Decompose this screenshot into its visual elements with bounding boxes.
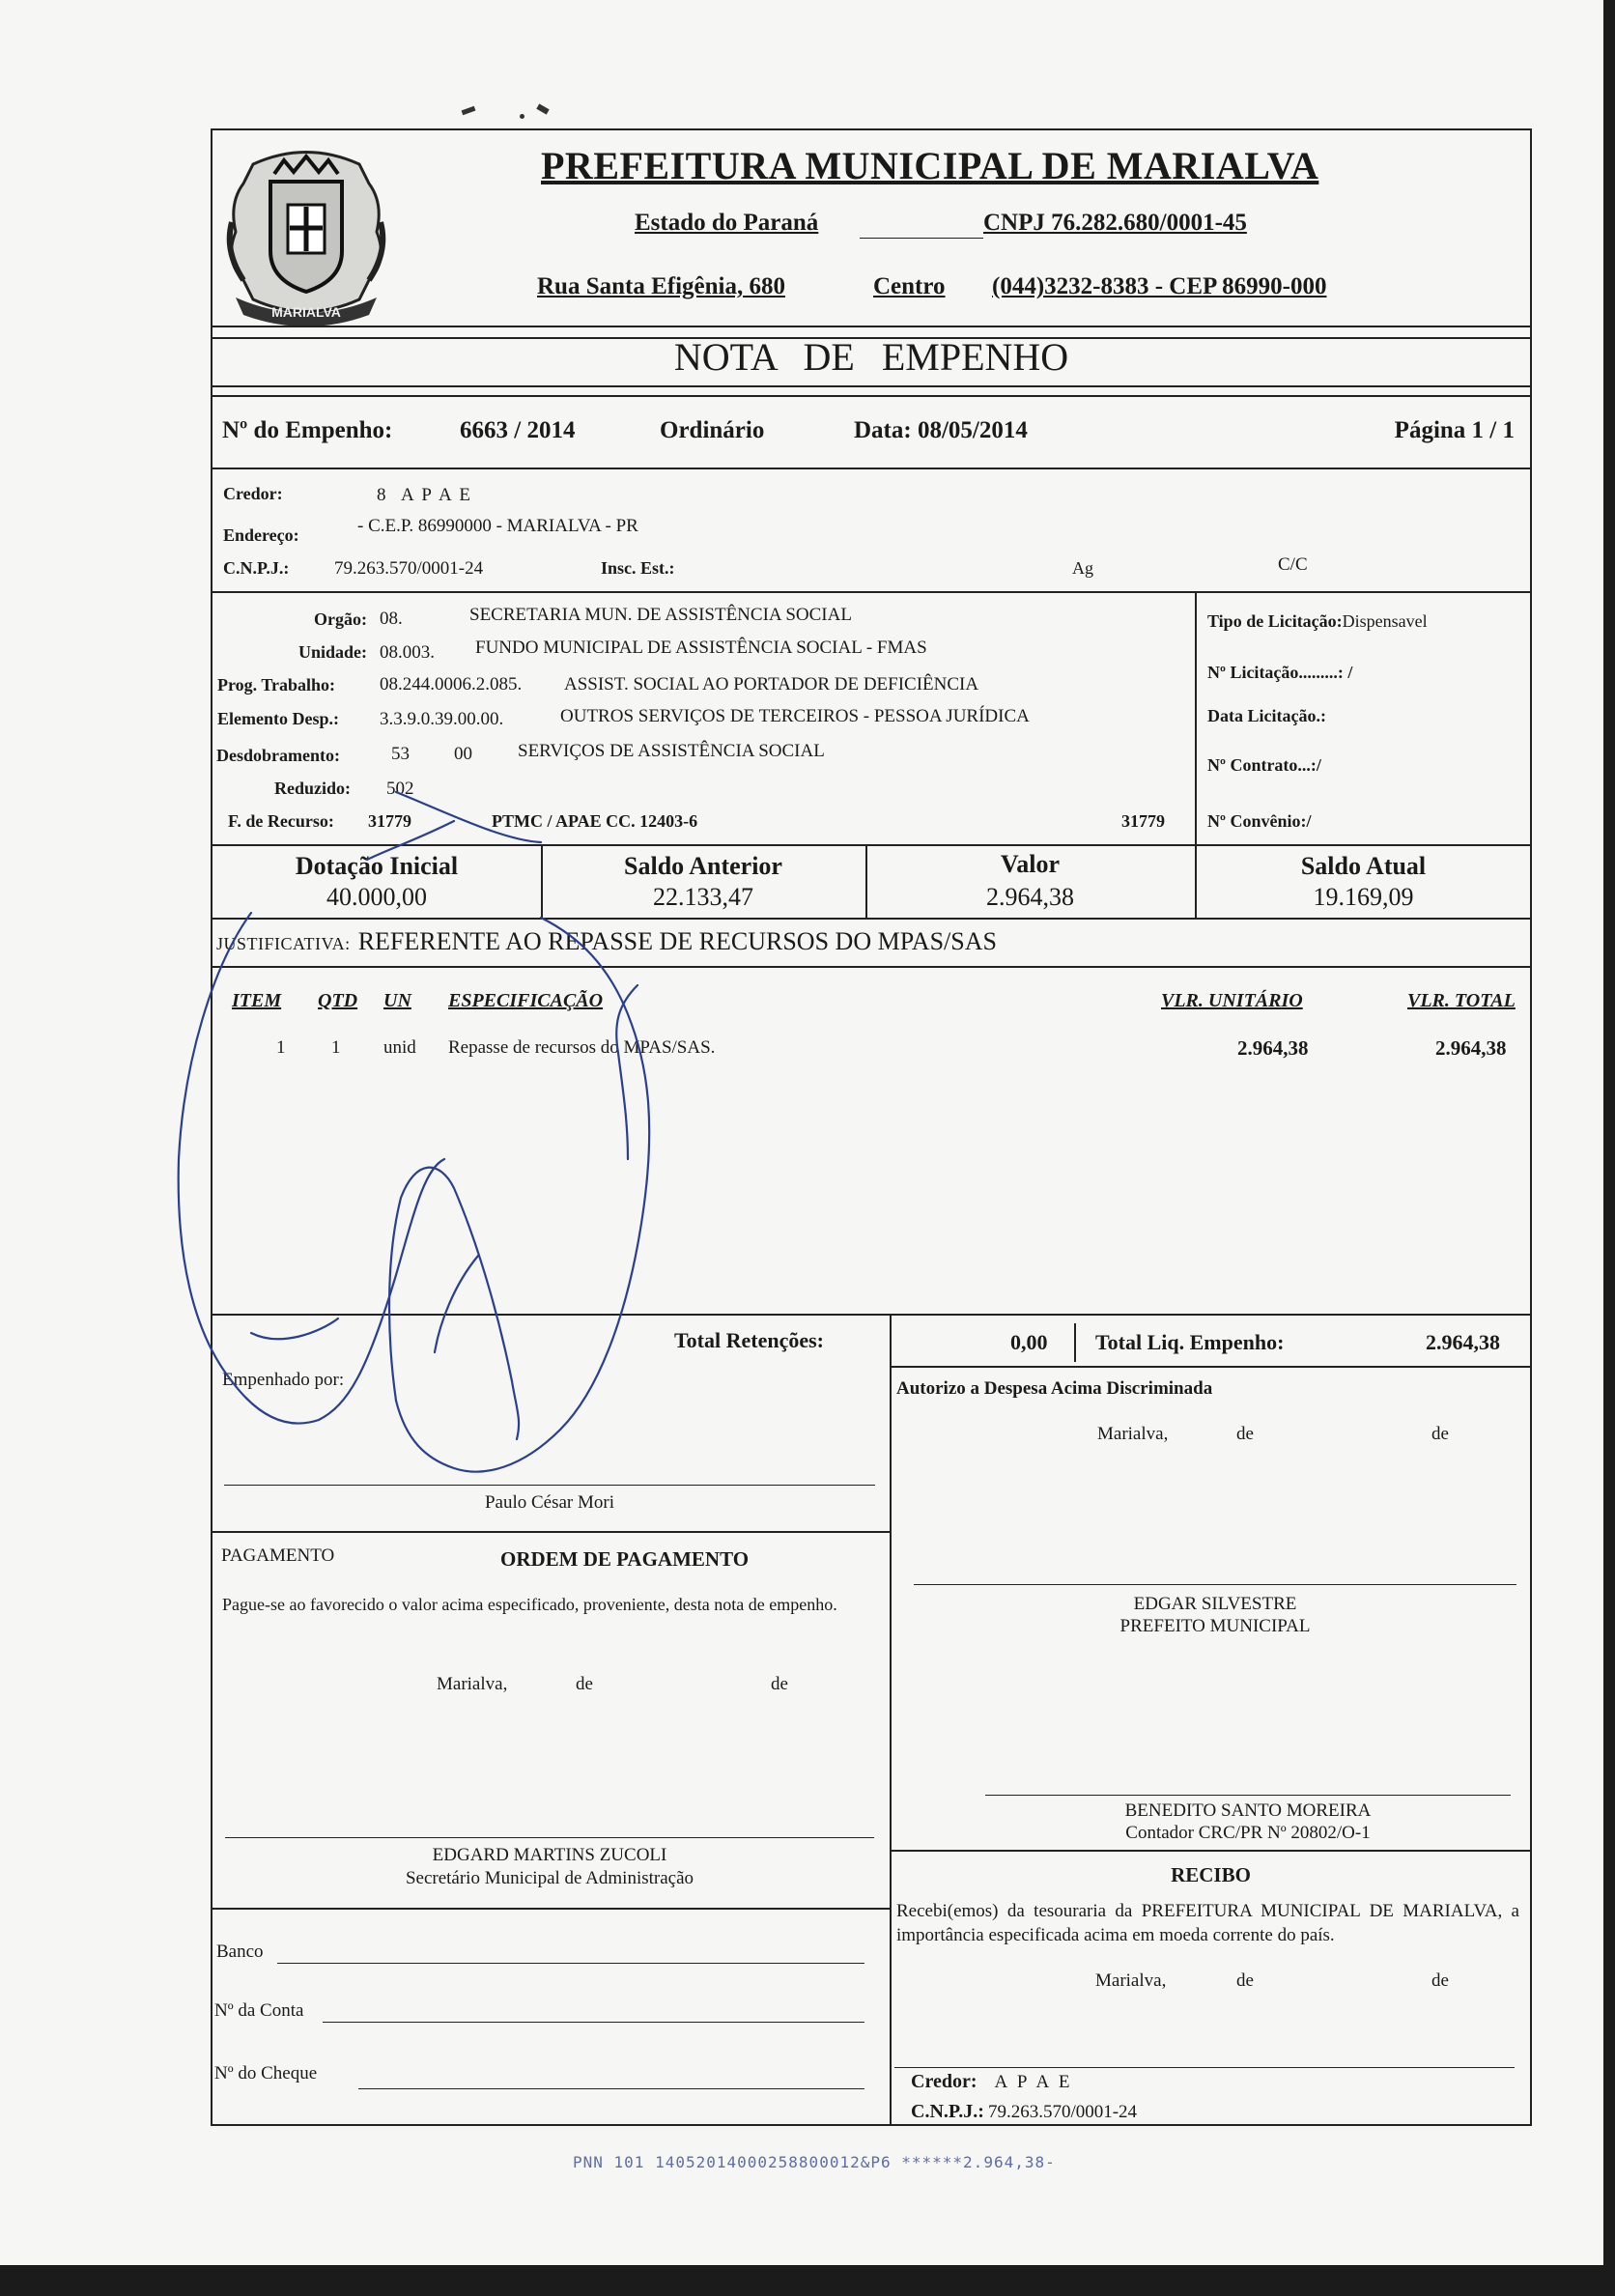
ordem-pagamento-label: ORDEM DE PAGAMENTO: [500, 1547, 750, 1571]
cnpj-label: C.N.P.J.:: [223, 558, 290, 578]
empenho-type: Ordinário: [660, 417, 765, 443]
signature-line: [224, 1485, 875, 1486]
divider: [211, 1531, 890, 1533]
coat-of-arms-seal: [214, 145, 398, 333]
recurso-label: F. de Recurso:: [228, 811, 334, 831]
recibo-label: RECIBO: [1171, 1863, 1251, 1886]
data-licitacao: Data Licitação.:: [1207, 706, 1326, 725]
item-number: 1: [276, 1037, 286, 1058]
header-state: Estado do Paraná: [635, 210, 819, 236]
divider: [211, 326, 1532, 327]
total-retencoes-value: 0,00: [1010, 1330, 1048, 1354]
col-header-un: UN: [383, 990, 411, 1011]
justificativa-text: REFERENTE AO REPASSE DE RECURSOS DO MPAS/SAS: [357, 927, 997, 955]
pagamento-de1: de: [576, 1674, 593, 1694]
saldo-atual-value: 19.169,09: [1313, 883, 1414, 911]
divider: [211, 385, 1532, 387]
divider: [890, 1366, 1532, 1368]
recurso-value: PTMC / APAE CC. 12403-6: [492, 811, 698, 831]
endereco-label: Endereço:: [223, 525, 299, 545]
recibo-credor-value: A P A E: [994, 2072, 1073, 2092]
tipo-licitacao-value: Dispensavel: [1342, 611, 1428, 631]
prog-trabalho-code: 08.244.0006.2.085.: [380, 674, 523, 694]
numero-convenio: Nº Convênio:/: [1207, 811, 1312, 831]
empenhado-signer: Paulo César Mori: [484, 1492, 615, 1513]
col-header-qtd: QTD: [318, 990, 358, 1011]
autorizo-place: Marialva,: [1097, 1424, 1169, 1444]
recibo-text: Recebi(emos) da tesouraria da PREFEITURA MUNICIPAL DE MARIALVA, a importância especificada acima em moeda corrente do país.: [896, 1901, 1519, 1945]
signature-line: [985, 1795, 1511, 1796]
item-vlr-total: 2.964,38: [1435, 1036, 1507, 1060]
endereco-value: - C.E.P. 86990000 - MARIALVA - PR: [357, 516, 638, 536]
recibo-place: Marialva,: [1095, 1970, 1167, 1991]
divider: [1195, 591, 1197, 844]
recibo-cnpj-value: 79.263.570/0001-24: [987, 2102, 1138, 2122]
recurso-code-right: 31779: [1121, 811, 1165, 831]
scan-artifact: [536, 103, 549, 114]
item-un: unid: [383, 1037, 416, 1058]
pagamento-de2: de: [771, 1674, 788, 1694]
header-phone-cep: (044)3232-8383 - CEP 86990-000: [992, 273, 1327, 299]
signature-line: [225, 1837, 874, 1838]
divider: [211, 918, 1532, 920]
pagamento-label: PAGAMENTO: [221, 1545, 335, 1566]
total-retencoes-label: Total Retenções:: [674, 1328, 824, 1352]
elemento-value: OUTROS SERVIÇOS DE TERCEIROS - PESSOA JURÍDICA: [560, 706, 1030, 726]
secretario-role: Secretário Municipal de Administração: [405, 1868, 694, 1888]
desdobramento-code: 53: [391, 744, 410, 764]
scan-artifact: [520, 114, 524, 119]
cheque-label: Nº do Cheque: [214, 2063, 318, 2083]
header-state-spacer: [860, 238, 983, 239]
prog-trabalho-label: Prog. Trabalho:: [217, 675, 336, 694]
prefeito-role: PREFEITO MUNICIPAL: [1119, 1616, 1311, 1636]
divider: [211, 468, 1532, 469]
saldo-anterior-value: 22.133,47: [653, 883, 753, 911]
header-cnpj: CNPJ 76.282.680/0001-45: [983, 210, 1247, 236]
orgao-code: 08.: [380, 609, 403, 629]
pagamento-text: Pague-se ao favorecido o valor acima especificado, proveniente, desta nota de empenho.: [222, 1595, 837, 1614]
document-title-text: NOTA DE EMPENHO: [673, 335, 1069, 379]
credor-name: A P A E: [401, 485, 473, 505]
conta-label: Nº da Conta: [214, 2000, 304, 2021]
col-header-item: ITEM: [232, 990, 282, 1011]
autorizo-label: Autorizo a Despesa Acima Discriminada: [896, 1378, 1213, 1399]
divider: [890, 1366, 892, 2126]
header-address: Rua Santa Efigênia, 680: [537, 273, 785, 299]
unidade-value: FUNDO MUNICIPAL DE ASSISTÊNCIA SOCIAL - FMAS: [475, 638, 927, 658]
desdobramento-value: SERVIÇOS DE ASSISTÊNCIA SOCIAL: [518, 741, 825, 761]
credor-label: Credor:: [223, 484, 283, 503]
scan-edge: [1603, 0, 1615, 2296]
contador-name: BENEDITO SANTO MOREIRA: [1124, 1800, 1372, 1821]
divider: [890, 1314, 892, 1366]
secretario-name: EDGARD MARTINS ZUCOLI: [432, 1845, 667, 1865]
recibo-de1: de: [1236, 1970, 1254, 1991]
divider: [211, 844, 1532, 846]
scan-artifact: [462, 106, 476, 115]
col-header-vlr-unitario: VLR. UNITÁRIO: [1161, 990, 1303, 1011]
page-title: PREFEITURA MUNICIPAL DE MARIALVA: [541, 144, 1319, 187]
empenho-page: Página 1 / 1: [1394, 417, 1515, 443]
saldo-atual-label: Saldo Atual: [1300, 852, 1427, 880]
divider: [211, 591, 1532, 593]
divider: [211, 1908, 890, 1910]
agencia-label: Ag: [1072, 558, 1093, 578]
divider: [890, 1850, 1532, 1852]
elemento-label: Elemento Desp.:: [217, 709, 339, 728]
elemento-code: 3.3.9.0.39.00.00.: [380, 709, 504, 729]
divider: [211, 966, 1532, 968]
recibo-cnpj: [911, 2101, 1137, 2123]
prefeito-name: EDGAR SILVESTRE: [1133, 1594, 1297, 1614]
header-district: Centro: [873, 273, 946, 299]
banco-label: Banco: [216, 1942, 264, 1962]
reduzido-value: 502: [386, 779, 414, 799]
dotacao-inicial-value: 40.000,00: [326, 883, 427, 911]
prog-trabalho-value: ASSIST. SOCIAL AO PORTADOR DE DEFICIÊNCIA: [564, 674, 979, 694]
cnpj-value: 79.263.570/0001-24: [334, 558, 484, 579]
seal-text: MARIALVA: [271, 304, 341, 320]
justificativa: [216, 927, 997, 956]
empenhado-por-label: Empenhado por:: [222, 1370, 345, 1390]
scan-code-stamp: PNN 101 14052014000258800012&P6 ******2.964,38-: [573, 2153, 1056, 2171]
recurso-code: 31779: [368, 811, 411, 831]
recibo-cnpj-label: C.N.P.J.:: [911, 2101, 984, 2122]
item-vlr-unitario: 2.964,38: [1237, 1036, 1309, 1060]
divider: [211, 1314, 1532, 1316]
justificativa-label: JUSTIFICATIVA:: [216, 934, 351, 953]
dotacao-inicial-label: Dotação Inicial: [295, 852, 459, 880]
empenho-number: 6663 / 2014: [460, 417, 576, 443]
col-header-especificacao: ESPECIFICAÇÃO: [448, 990, 604, 1011]
total-liquido-label: Total Liq. Empenho:: [1095, 1330, 1285, 1354]
numero-licitacao: Nº Licitação.........: /: [1207, 663, 1353, 682]
empenho-date: Data: 08/05/2014: [854, 417, 1028, 443]
col-header-vlr-total: VLR. TOTAL: [1407, 990, 1516, 1011]
orgao-value: SECRETARIA MUN. DE ASSISTÊNCIA SOCIAL: [469, 605, 852, 625]
credor-code: 8: [377, 485, 386, 505]
conta-field-line: [323, 2022, 864, 2023]
tipo-licitacao-label: Tipo de Licitação:: [1207, 611, 1343, 631]
signature-line: [914, 1584, 1516, 1585]
divider: [1074, 1323, 1076, 1362]
autorizo-de1: de: [1236, 1424, 1254, 1444]
reduzido-label: Reduzido:: [274, 779, 352, 798]
unidade-code: 08.003.: [380, 642, 435, 663]
unidade-label: Unidade:: [298, 642, 367, 662]
saldo-anterior-label: Saldo Anterior: [624, 852, 782, 880]
cheque-field-line: [358, 2088, 864, 2089]
valor-value: 2.964,38: [986, 883, 1074, 911]
recibo-credor: [911, 2071, 1073, 2093]
desdobramento-label: Desdobramento:: [216, 746, 340, 765]
conta-corrente-label: C/C: [1278, 554, 1308, 575]
insc-est-label: Insc. Est.:: [601, 558, 675, 578]
pagamento-place: Marialva,: [437, 1674, 508, 1694]
banco-field-line: [277, 1963, 864, 1964]
orgao-label: Orgão:: [314, 609, 367, 629]
signature-line: [894, 2067, 1515, 2068]
numero-contrato: Nº Contrato...:/: [1207, 755, 1321, 775]
valor-label: Valor: [1000, 850, 1061, 878]
item-especificacao: Repasse de recursos do MPAS/SAS.: [448, 1037, 716, 1058]
contador-role: Contador CRC/PR Nº 20802/O-1: [1125, 1823, 1371, 1843]
total-liquido-value: 2.964,38: [1426, 1330, 1500, 1354]
document-title: [211, 334, 1532, 380]
autorizo-de2: de: [1431, 1424, 1449, 1444]
tipo-licitacao: [1207, 611, 1428, 632]
item-qtd: 1: [331, 1037, 341, 1058]
recibo-de2: de: [1431, 1970, 1449, 1991]
empenho-number-label: Nº do Empenho:: [222, 417, 393, 443]
divider: [211, 395, 1532, 397]
desdobramento-code2: 00: [454, 744, 472, 764]
scan-edge: [0, 2265, 1615, 2296]
recibo-credor-label: Credor:: [911, 2071, 978, 2092]
